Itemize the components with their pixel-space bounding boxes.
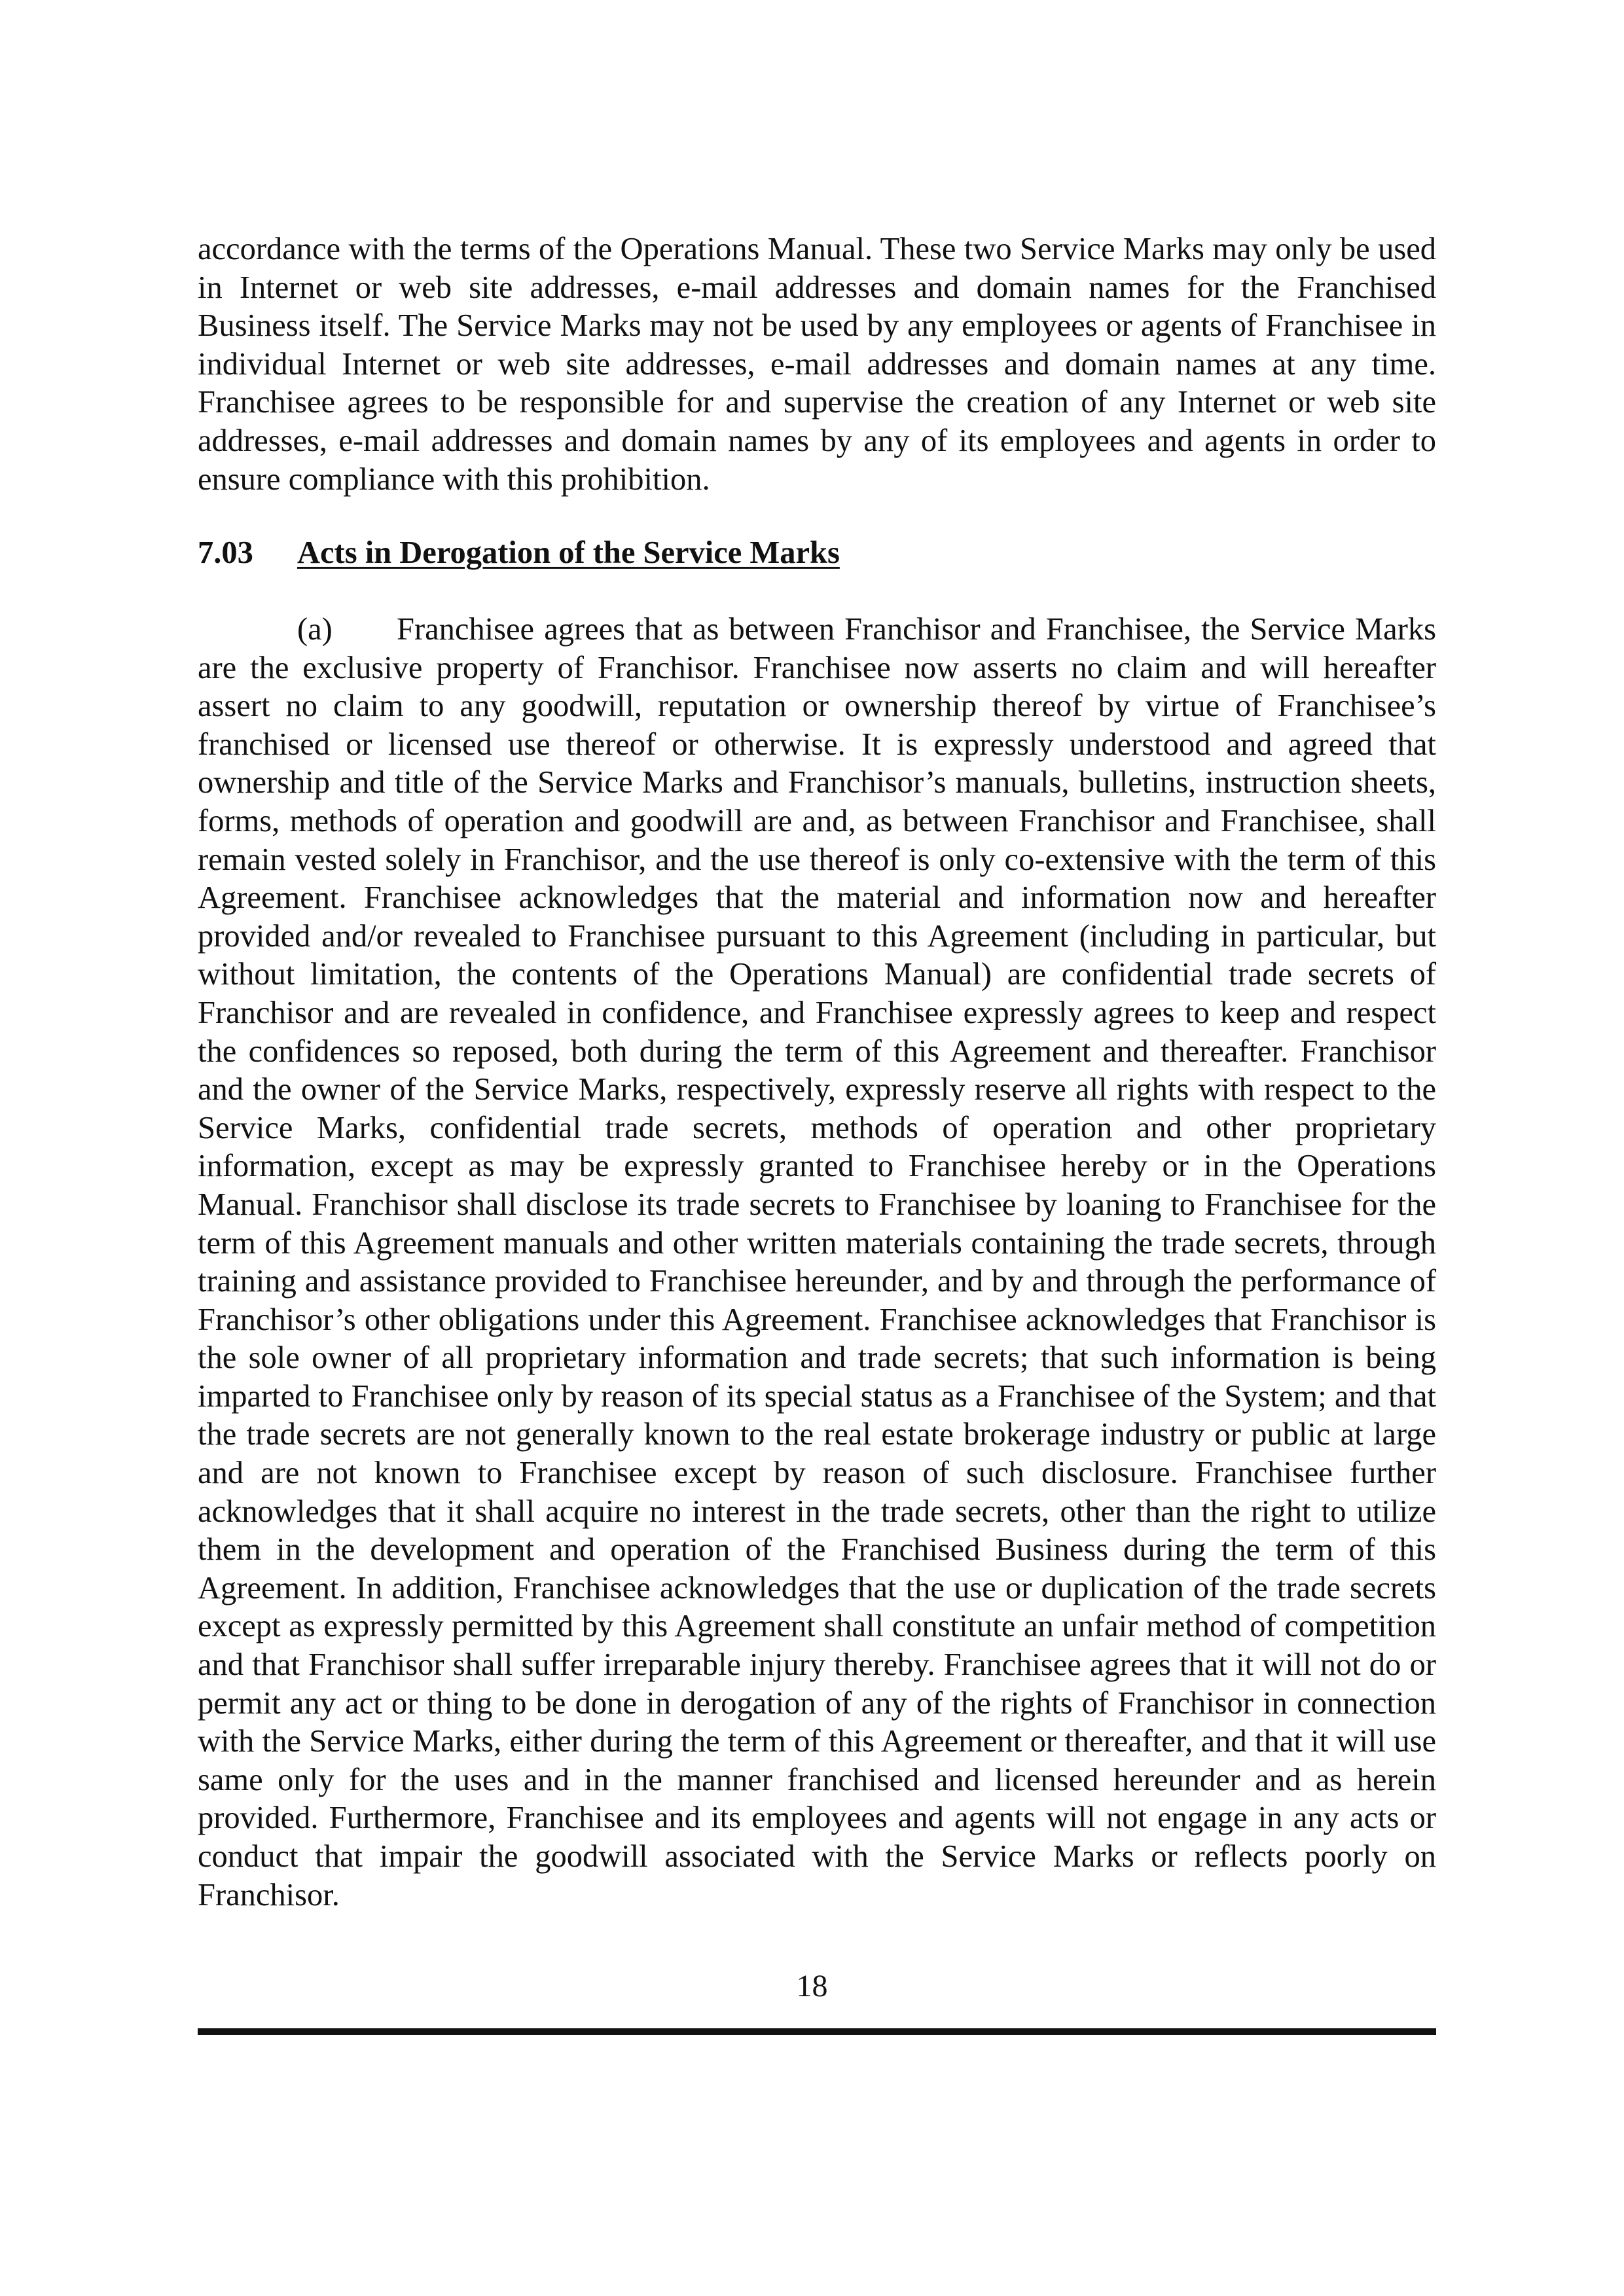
subsection-paragraph [198,611,1436,1914]
subsection-label: (a) [297,612,333,647]
continued-paragraph: accordance with the terms of the Operations Manual. These two Service Marks may only be used in Internet or web site addresses, e-mail addresses and domain names for the Franchised Business itself. The Service Marks may not be used by any employees or agents of Franchisee in individual Internet or web site addresses, e-mail addresses and domain names at any time. Franchisee agrees to be responsible for and supervise the creation of any Internet or web site addresses, e-mail addresses and domain names by any of its employees and agents in order to ensure compliance with this prohibition. [198,232,1436,497]
footer-rule [198,2028,1436,2035]
section-heading [198,534,840,572]
subsection-text: Franchisee agrees that as between Franchisor and Franchisee, the Service Marks are the exclusive property of Franchisor. Franchisee now asserts no claim and will hereafter assert no claim to any goodwill, reputation or ownership thereof by virtue of Franchisee’s franchised or licensed use thereof or otherwise. It is expressly understood and agreed that ownership and title of the Service Marks and Franchisor’s manuals, bulletins, instruction sheets, forms, methods of operation and goodwill are and, as between Franchisor and Franchisee, shall remain vested solely in Franchisor, and the use thereof is only co-extensive with the term of this Agreement. Franchisee acknowledges that the material and information now and hereafter provided and/or revealed to Franchisee pursuant to this Agreement (including in particular, but without limitation, the contents of the Operations Manual) are confidential trade secrets of Franchisor and are revealed in confidence, and Franchisee expressly agrees to keep and respect the confidences so reposed, both during the term of this Agreement and thereafter. Franchisor and the owner of the Service Marks, respectively, expressly reserve all rights with respect to the Service Marks, confidential trade secrets, methods of operation and other proprietary information, except as may be expressly granted to Franchisee hereby or in the Operations Manual. Franchisor shall disclose its trade secrets to Franchisee by loaning to Franchisee for the term of this Agreement manuals and other written materials containing the trade secrets, through training and assistance provided to Franchisee hereunder, and by and through the performance of Franchisor’s other obligations under this Agreement. Franchisee acknowledges that Franchisor is the sole owner of all proprietary information and trade secrets; that such information is being imparted to Franchisee only by reason of its special status as a Franchisee of the System; and that the trade secrets are not generally known to the real estate brokerage industry or public at large and are not known to Franchisee except by reason of such disclosure. Franchisee further acknowledges that it shall acquire no interest in the trade secrets, other than the right to utilize them in the development and operation of the Franchised Business during the term of this Agreement. In addition, Franchisee acknowledges that the use or duplication of the trade secrets except as expressly permitted by this Agreement shall constitute an unfair method of competition and that Franchisor shall suffer irreparable injury thereby. Franchisee agrees that it will not do or permit any act or thing to be done in derogation of any of the rights of Franchisor in connection with the Service Marks, either during the term of this Agreement or thereafter, and that it will use same only for the uses and in the manner franchised and licensed hereunder and as herein provided. Furthermore, Franchisee and its employees and agents will not engage in any acts or conduct that impair the goodwill associated with the Service Marks or reflects poorly on Franchisor. [198,612,1436,1912]
section-title: Acts in Derogation of the Service Marks [297,535,840,570]
section-number: 7.03 [198,535,253,570]
page-number: 18 [796,1969,828,2003]
